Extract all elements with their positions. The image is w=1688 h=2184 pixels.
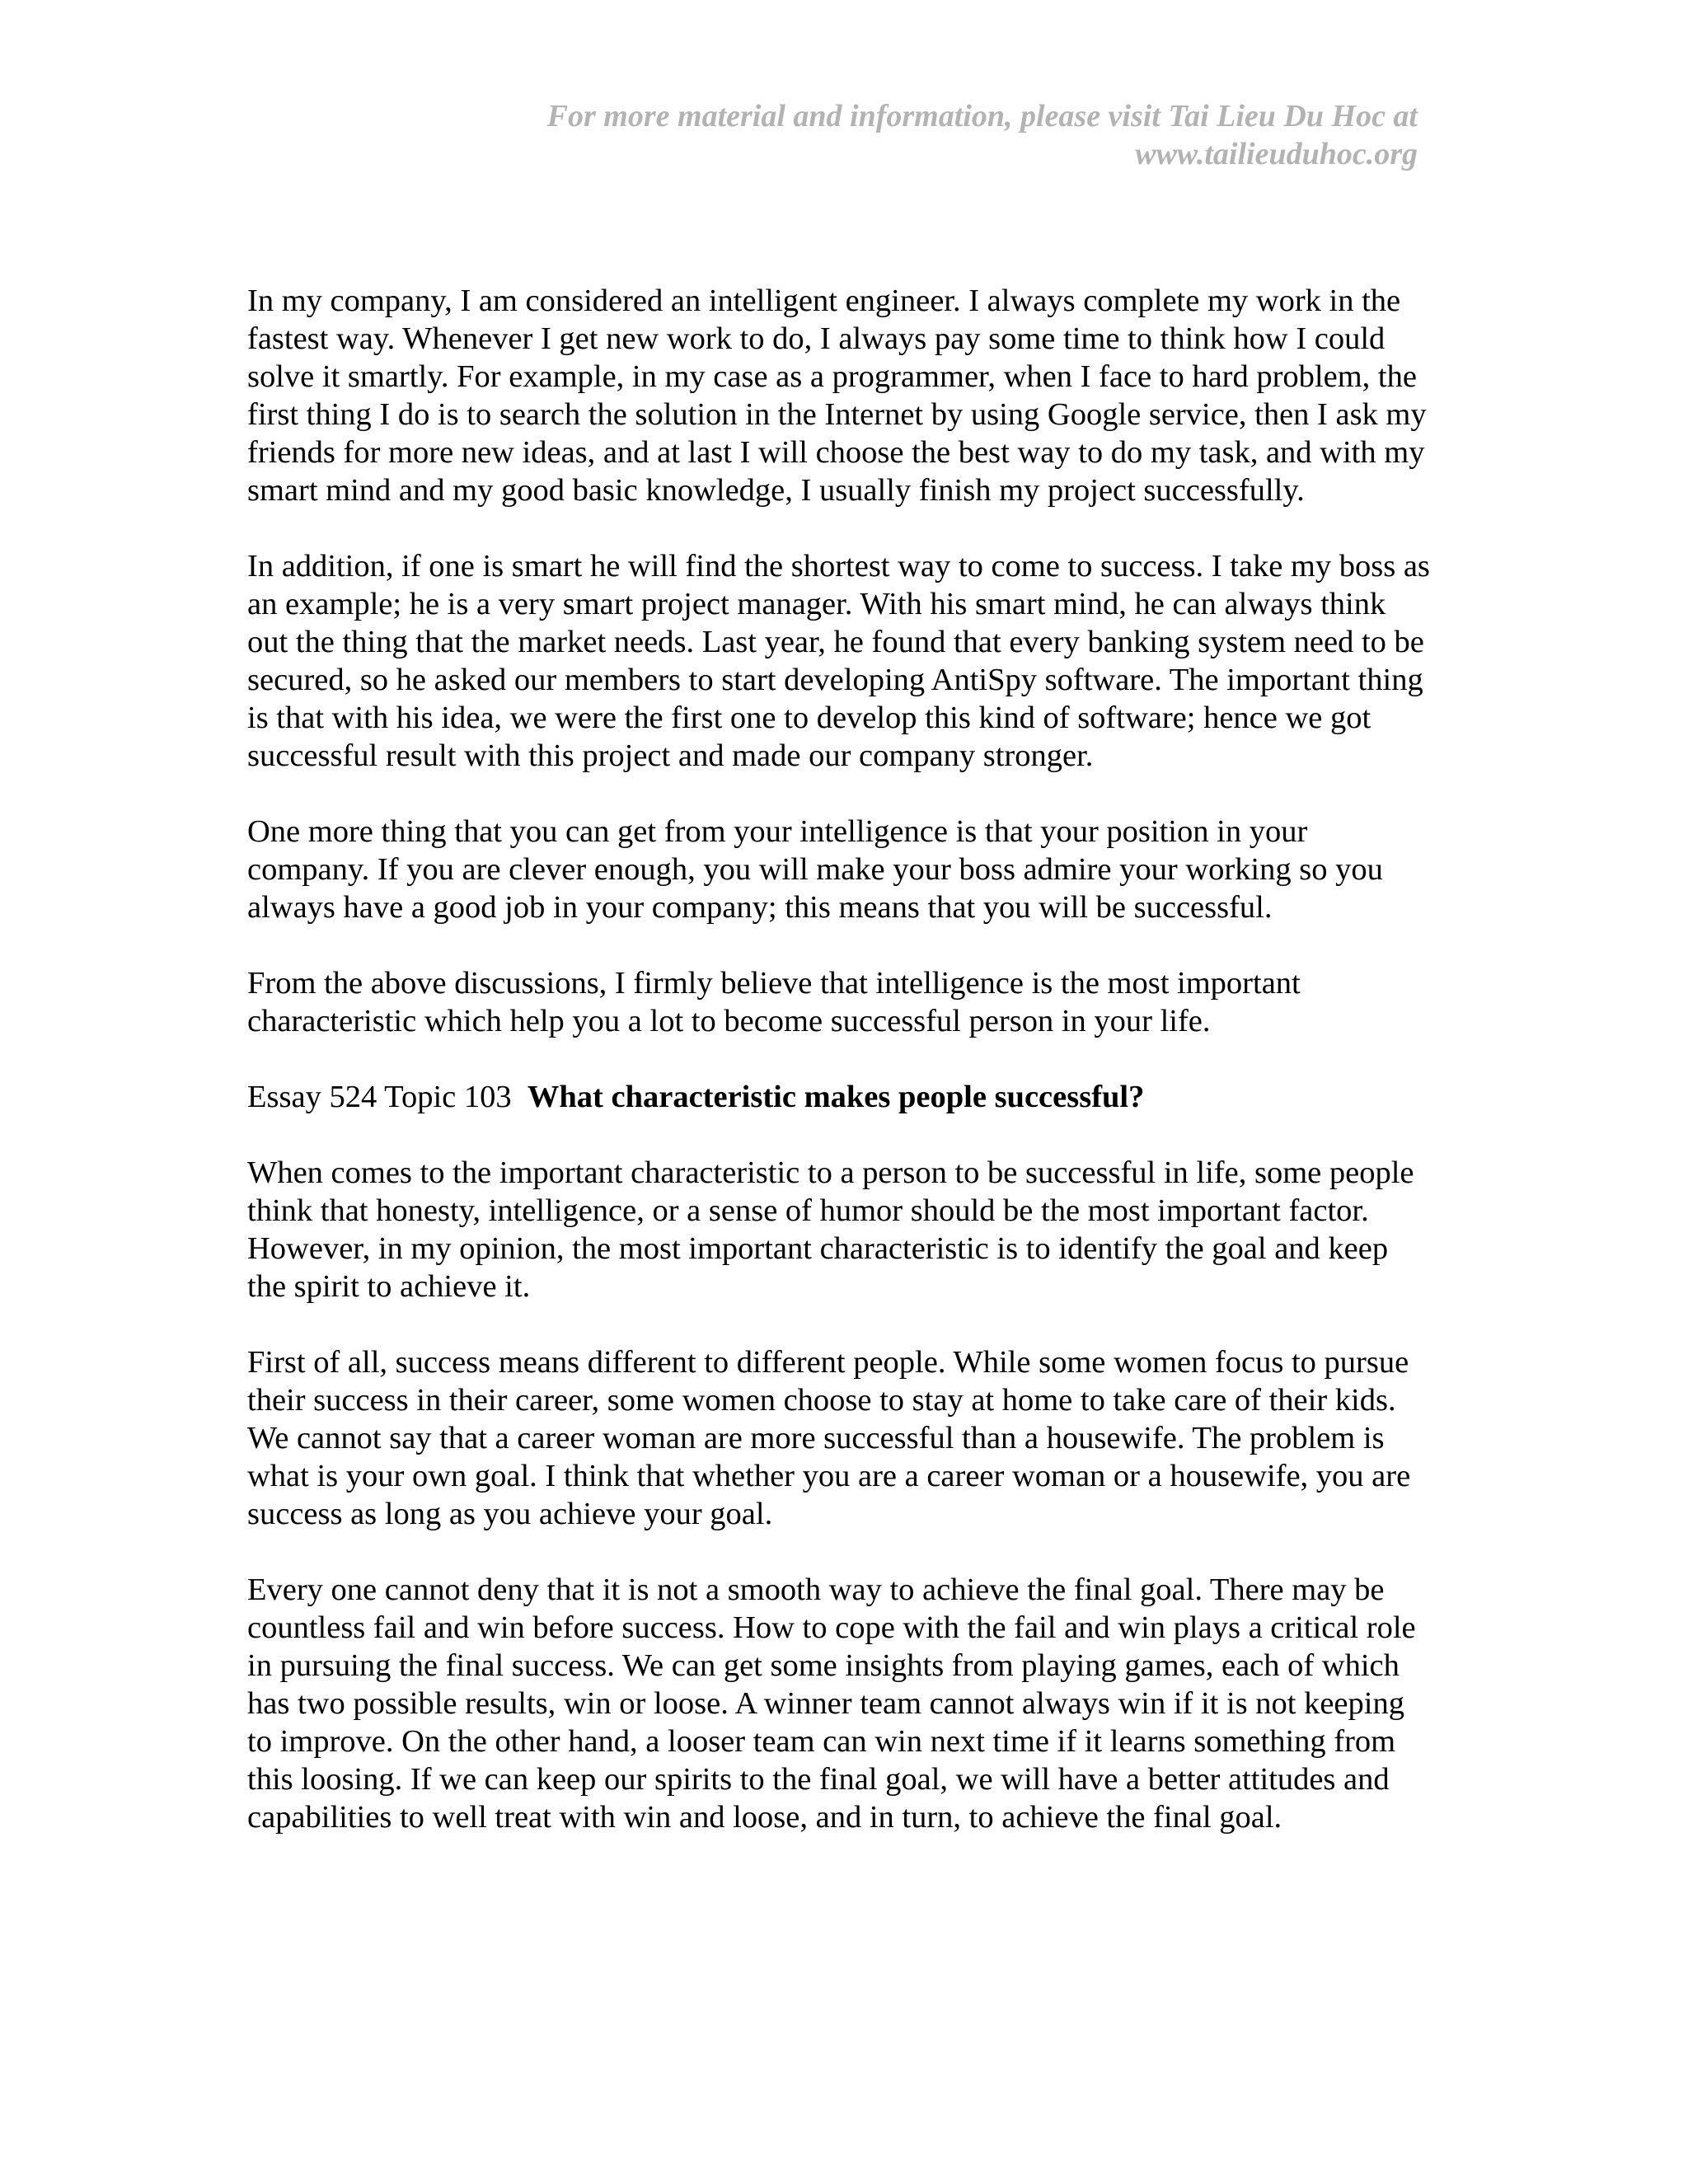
paragraph: When comes to the important characteristic to a person to be successful in life, some people think that honesty, intelligence, or a sense of humor should be the most important factor. However, in my opinion, the most important characteristic is to identify the goal and keep the spirit to achieve it.	[247, 1155, 1414, 1304]
document-body	[247, 282, 1434, 1874]
paragraph: From the above discussions, I firmly believe that intelligence is the most important characteristic which help you a lot to become successful person in your life.	[247, 966, 1301, 1038]
paragraph: First of all, success means different to different people. While some women focus to pursue their success in their career, some women choose to stay at home to take care of their kids. We cannot say that a career woman are more successful than a housewife. The problem is what is your own goal. I think that whether you are a career woman or a housewife, you are success as long as you achieve your goal.	[247, 1345, 1411, 1531]
paragraph: In my company, I am considered an intelligent engineer. I always complete my work in the fastest way. Whenever I get new work to do, I always pay some time to think how I could solve it smartly. For example, in my case as a programmer, when I face to hard problem, the first thing I do is to search the solution in the Internet by using Google service, then I ask my friends for more new ideas, and at last I will choose the best way to do my task, and with my smart mind and my good basic knowledge, I usually finish my project successfully.	[247, 284, 1427, 508]
page-header	[346, 97, 1418, 173]
paragraph: One more thing that you can get from your intelligence is that your position in your company. If you are clever enough, you will make your boss admire your working so you always have a good job in your company; this means that you will be successful.	[247, 814, 1383, 925]
essay-question: What characteristic makes people successful?	[527, 1080, 1145, 1114]
header-url: www.tailieuduhoc.org	[1135, 137, 1418, 171]
paragraph: Every one cannot deny that it is not a smooth way to achieve the final goal. There may be countless fail and win before success. How to cope with the fail and win plays a critical role in pursuing the final success. We can get some insights from playing games, each of which has two possible results, win or loose. A winner team cannot always win if it is not keeping to improve. On the other hand, a looser team can win next time if it learns something from this loosing. If we can keep our spirits to the final goal, we will have a better attitudes and capabilities to well treat with win and loose, and in turn, to achieve the final goal.	[247, 1572, 1416, 1835]
essay-heading	[247, 1078, 1434, 1116]
paragraph: In addition, if one is smart he will find the shortest way to come to success. I take my boss as an example; he is a very smart project manager. With his smart mind, he can always think out the thing that the market needs. Last year, he found that every banking system need to be secured, so he asked our members to start developing AntiSpy software. The important thing is that with his idea, we were the first one to develop this kind of software; hence we got successful result with this project and made our company stronger.	[247, 549, 1430, 773]
header-line-1: For more material and information, please visit Tai Lieu Du Hoc at	[546, 99, 1418, 134]
essay-label: Essay 524 Topic 103	[247, 1080, 512, 1114]
